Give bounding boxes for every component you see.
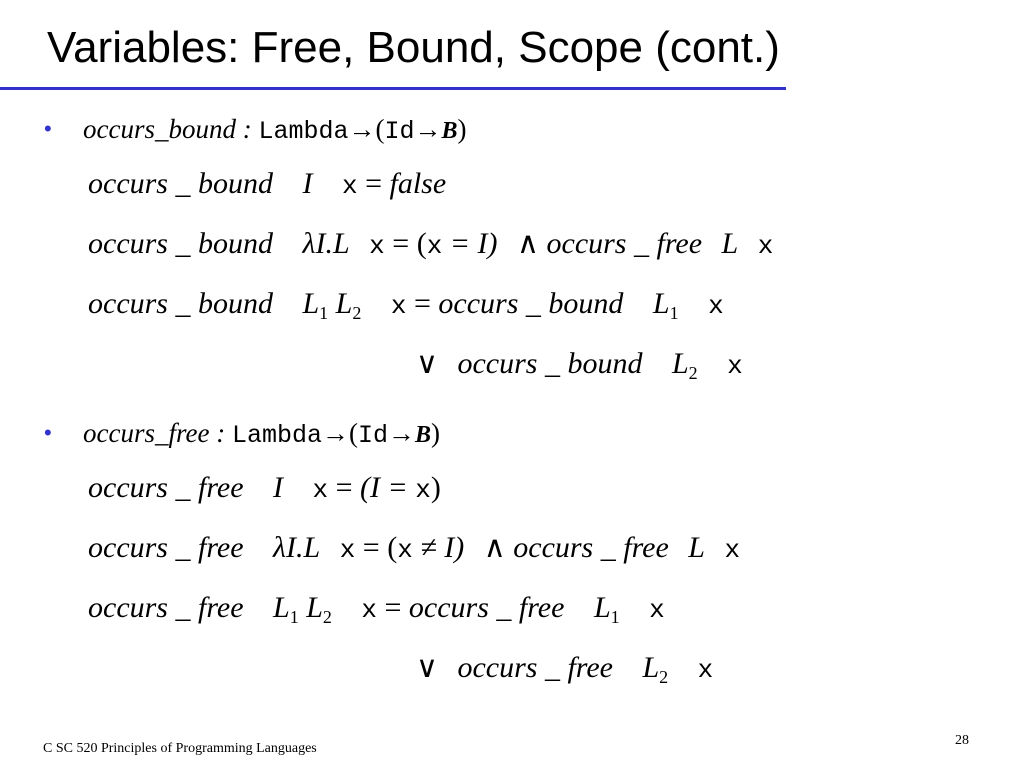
paren-symbol: ( [416,227,427,260]
function-name: occurs _ free [513,531,669,564]
signature-type: Id [384,117,415,146]
variable-x: x [426,231,443,261]
lambda-term: λI.L [273,531,321,564]
lambda-term: λI.L [302,227,350,260]
signature-name: occurs_free : [83,418,226,448]
slide-footer: C SC 520 Principles of Programming Languages [43,741,317,756]
equation-bound-continuation [416,346,743,384]
identifier-arg: I [273,471,284,504]
equation-free-abstraction [88,530,740,568]
lambda-body: L [721,227,739,260]
paren-symbol: ) [430,471,441,504]
or-symbol: ∨ [416,347,438,380]
signature-name: occurs_bound : [83,114,252,144]
and-symbol: ∧ [483,531,506,564]
arrow-symbol: → [387,418,415,448]
rhs-value: false [389,167,447,200]
variable-x: x [339,535,356,565]
equals-symbol: = [384,591,402,624]
signature-type: Lambda [231,421,322,450]
variable-x: x [649,595,665,625]
equals-symbol: = [335,471,353,504]
equation-free-application [88,590,665,628]
equation-free-identifier [88,470,441,508]
comparison-term: (I = [360,471,408,504]
signature-type: Lambda [258,117,349,146]
function-name: occurs _ bound [88,227,273,260]
function-name: occurs _ bound [88,287,273,320]
equals-symbol: = [362,531,380,564]
equation-bound-abstraction [88,226,773,264]
signature-occurs-free [83,418,440,451]
boolean-type-symbol: B [441,118,458,144]
variable-x: x [697,655,714,685]
function-name: occurs _ free [408,591,565,624]
comparison-term: ≠ I) [420,531,465,564]
equals-symbol: = [413,287,431,320]
variable-x: x [312,475,329,505]
paren-symbol: ( [348,418,358,448]
equals-symbol: = [365,167,383,200]
equation-bound-identifier [88,166,446,204]
or-symbol: ∨ [416,651,438,684]
equals-symbol: = [392,227,410,260]
term-l1: $L_1$ [593,591,620,627]
function-name: occurs _ free [88,591,244,624]
function-name: occurs _ bound [438,287,624,320]
variable-x: x [415,475,431,505]
equation-free-continuation [416,650,713,688]
arrow-symbol: → [414,114,442,144]
paren-symbol: ) [431,418,440,448]
function-name: occurs _ free [546,227,703,260]
page-number: 28 [955,733,969,748]
signature-type: Id [357,421,388,450]
application-term: $L_1$ $L_2$ [273,591,332,627]
paren-symbol: ) [457,114,467,144]
slide-title: Variables: Free, Bound, Scope (cont.) [47,23,780,72]
function-name: occurs _ bound [88,167,273,200]
signature-occurs-bound [83,114,467,147]
variable-x: x [361,595,377,625]
paren-symbol: ( [387,531,398,564]
arrow-symbol: → [348,114,376,144]
variable-x: x [390,291,407,321]
identifier-arg: I [302,167,313,200]
lambda-body: L [688,531,705,564]
variable-x: x [724,535,741,565]
boolean-type-symbol: B [414,422,431,448]
paren-symbol: ( [375,114,385,144]
equation-bound-application [88,286,724,324]
arrow-symbol: → [321,418,349,448]
term-l2: $L_2$ [642,651,669,687]
variable-x: x [369,231,385,261]
function-name: occurs _ free [457,651,613,684]
bullet-marker: • [44,420,52,445]
variable-x: x [341,171,358,201]
term-l1: $L_1$ [652,287,679,323]
variable-x: x [757,231,774,261]
application-term: $L_1$ $L_2$ [302,287,362,323]
variable-x: x [727,351,743,381]
title-underline [0,87,786,90]
comparison-term: = I) [449,227,498,260]
function-name: occurs _ bound [457,347,643,380]
variable-x: x [397,535,413,565]
function-name: occurs _ free [88,471,244,504]
function-name: occurs _ free [88,531,244,564]
term-l2: $L_2$ [671,347,698,383]
bullet-marker: • [44,116,52,141]
variable-x: x [708,291,724,321]
and-symbol: ∧ [517,227,539,260]
